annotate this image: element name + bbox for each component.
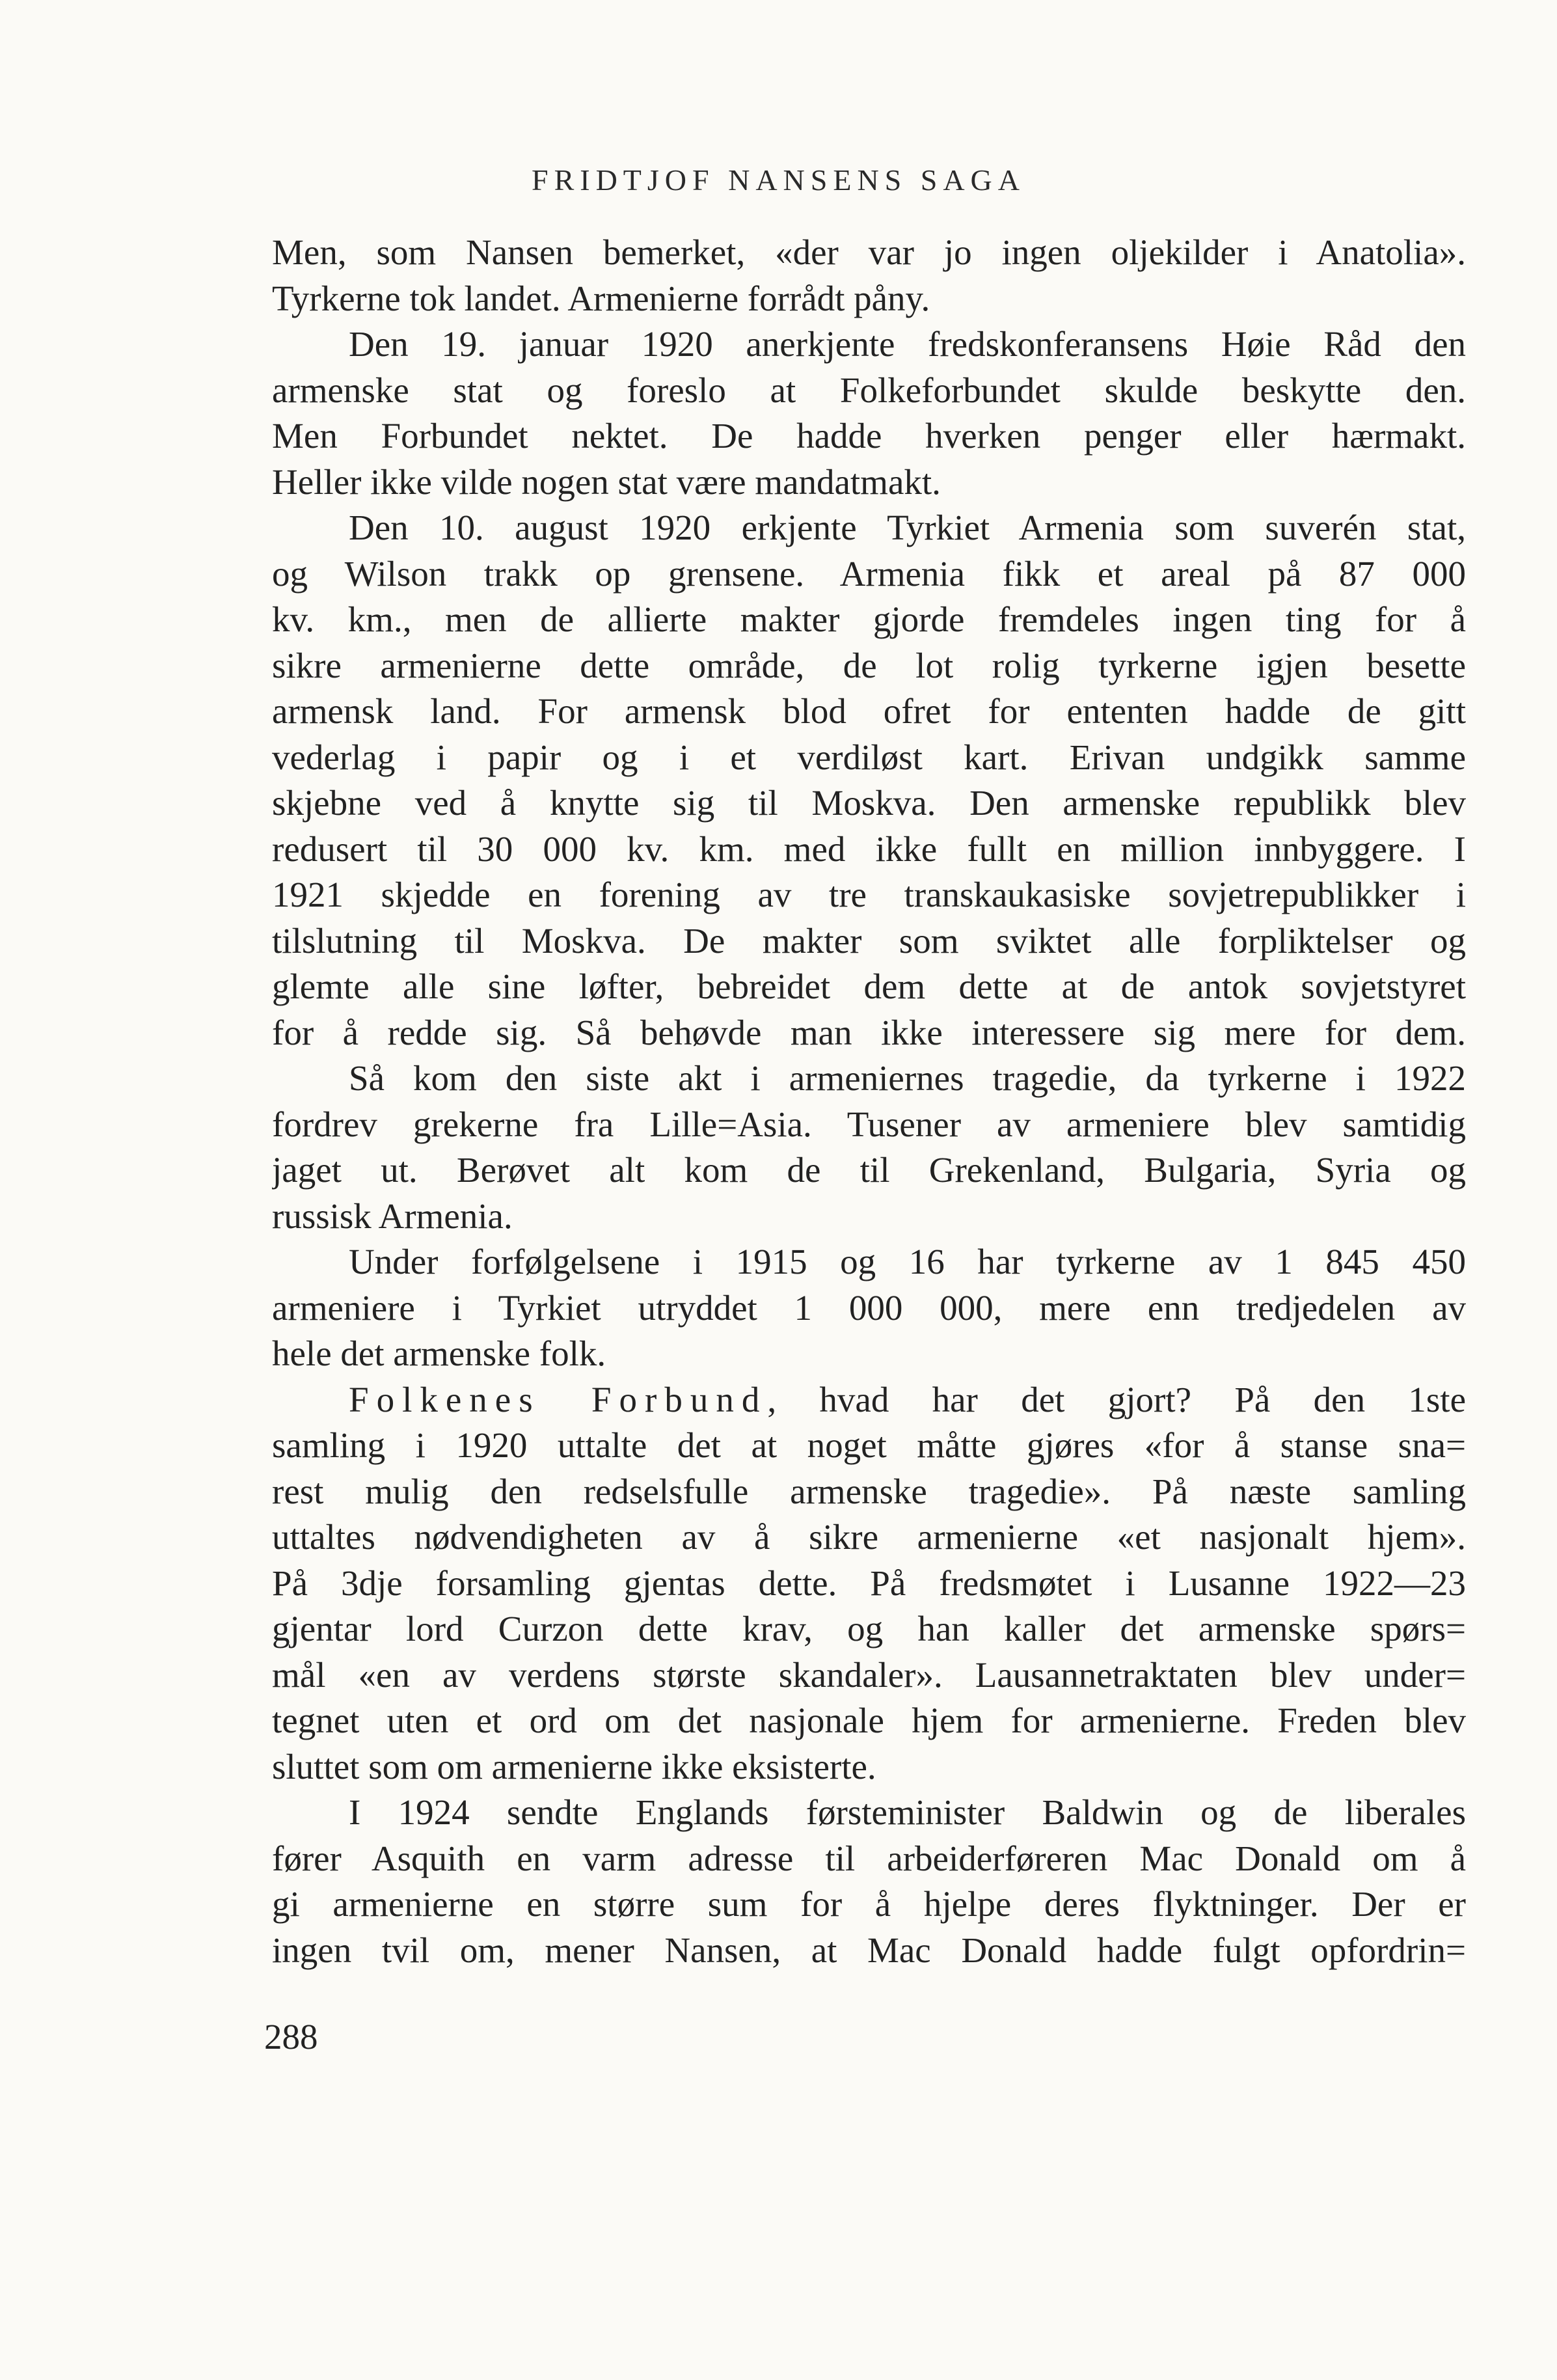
text-line: sikre armenierne dette område, de lot rolig tyrkerne igjen besette [272, 645, 1466, 685]
text-line: tilslutning til Moskva. De makter som sviktet alle forpliktelser og [272, 920, 1466, 961]
text-line: Men, som Nansen bemerket, «der var jo ingen oljekilder i Anatolia». [272, 232, 1466, 272]
text-line: Den 19. januar 1920 anerkjente fredskonferansens Høie Råd den [349, 324, 1466, 364]
text-line: gjentar lord Curzon dette krav, og han kaller det armenske spørs= [272, 1609, 1466, 1648]
text-line: armensk land. For armensk blod ofret for ententen hadde de gitt [272, 691, 1466, 731]
text-line: uttaltes nødvendigheten av å sikre armenierne «et nasjonalt hjem». [272, 1517, 1466, 1557]
text-line: armeniere i Tyrkiet utryddet 1 000 000, mere enn tredjedelen av [272, 1287, 1466, 1328]
text-line: Så kom den siste akt i armeniernes tragedie, da tyrkerne i 1922 [349, 1058, 1466, 1098]
text-line: samling i 1920 uttalte det at noget måtte gjøres «for å stanse sna= [272, 1425, 1466, 1465]
text-line: tegnet uten et ord om det nasjonale hjem for armenierne. Freden blev [272, 1701, 1466, 1740]
text-line: Den 10. august 1920 erkjente Tyrkiet Armenia som suverén stat, [349, 508, 1466, 547]
text-line: fører Asquith en varm adresse til arbeiderføreren Mac Donald om å [272, 1838, 1466, 1878]
text-line: vederlag i papir og i et verdiløst kart. Erivan undgikk samme [272, 737, 1466, 777]
spaced-term: Folkenes Forbund [349, 1379, 768, 1419]
text-line: kv. km., men de allierte makter gjorde fremdeles ingen ting for å [272, 599, 1466, 639]
text-line: sluttet som om armenierne ikke eksisterte. [272, 1746, 876, 1786]
text-line: for å redde sig. Så behøvde man ikke interessere sig mere for dem. [272, 1012, 1466, 1052]
text-line-rest: , hvad har det gjort? På den 1ste [767, 1379, 1466, 1419]
text-line: På 3dje forsamling gjentas dette. På fredsmøtet i Lusanne 1922—23 [272, 1563, 1466, 1603]
text-line: fordrev grekerne fra Lille=Asia. Tusener av armeniere blev samtidig [272, 1104, 1466, 1144]
text-line: redusert til 30 000 kv. km. med ikke fullt en million innbyggere. I [272, 828, 1466, 869]
text-line: Heller ikke vilde nogen stat være mandatmakt. [272, 461, 941, 502]
text-line [272, 1377, 1466, 1423]
text-line: Tyrkerne tok landet. Armenierne forrådt påny. [272, 278, 930, 318]
page-number: 288 [264, 2017, 318, 2057]
text-line: gi armenierne en større sum for å hjelpe deres flyktninger. Der er [272, 1884, 1466, 1924]
text-line: skjebne ved å knytte sig til Moskva. Den armenske republikk blev [272, 783, 1466, 823]
running-head: FRIDTJOF NANSENS SAGA [532, 163, 1025, 197]
text-line: russisk Armenia. [272, 1196, 513, 1236]
text-line: ingen tvil om, mener Nansen, at Mac Donald hadde fulgt opfordrin= [272, 1930, 1466, 1970]
text-line: Men Forbundet nektet. De hadde hverken penger eller hærmakt. [272, 416, 1466, 456]
text-line: armenske stat og foreslo at Folkeforbundet skulde beskytte den. [272, 370, 1466, 410]
text-line: mål «en av verdens største skandaler». Lausannetraktaten blev under= [272, 1654, 1466, 1695]
text-line: jaget ut. Berøvet alt kom de til Grekenland, Bulgaria, Syria og [272, 1150, 1466, 1190]
text-line: I 1924 sendte Englands førsteminister Baldwin og de liberales [349, 1792, 1466, 1832]
text-line: rest mulig den redselsfulle armenske tragedie». På næste samling [272, 1471, 1466, 1511]
text-line: hele det armenske folk. [272, 1334, 606, 1373]
body-text [272, 230, 1466, 1973]
text-line: glemte alle sine løfter, bebreidet dem dette at de antok sovjetstyret [272, 966, 1466, 1006]
text-line: Under forfølgelsene i 1915 og 16 har tyrkerne av 1 845 450 [349, 1242, 1466, 1281]
text-line: og Wilson trakk op grensene. Armenia fikk et areal på 87 000 [272, 553, 1466, 594]
text-line: 1921 skjedde en forening av tre transkaukasiske sovjetrepublikker i [272, 875, 1466, 914]
